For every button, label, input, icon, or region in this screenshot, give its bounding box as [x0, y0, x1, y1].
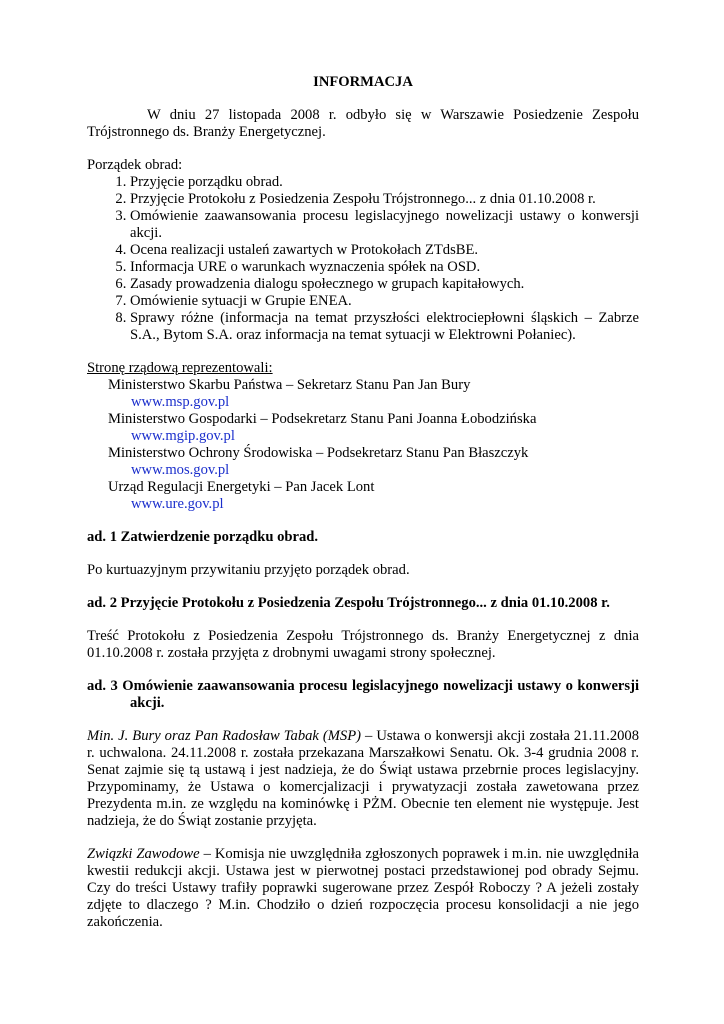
representative-link[interactable]: www.mos.gov.pl: [131, 462, 230, 478]
document-page: [87, 74, 639, 947]
ad2-paragraph: Treść Protokołu z Posiedzenia Zespołu Trójstronnego ds. Branży Energetycznej z dnia 01.10.2008 r. została przyjęta z drobnymi uwagami strony społecznej.: [87, 628, 639, 661]
representative-name: Ministerstwo Gospodarki – Podsekretarz Stanu Pani Joanna Łobodzińska: [108, 411, 537, 427]
agenda-item: 6. Zasady prowadzenia dialogu społecznego w grupach kapitałowych.: [130, 276, 639, 293]
representative-link[interactable]: www.ure.gov.pl: [131, 496, 224, 512]
representative-name: Ministerstwo Skarbu Państwa – Sekretarz Stanu Pan Jan Bury: [108, 377, 471, 393]
ad3-msp-speaker: Min. J. Bury oraz Pan Radosław Tabak (MSP): [87, 728, 361, 744]
representative-name: Urząd Regulacji Energetyki – Pan Jacek Lont: [108, 479, 375, 495]
agenda-list: [87, 174, 639, 344]
representatives-list: [87, 377, 639, 513]
agenda-item: 5. Informacja URE o warunkach wyznaczenia spółek na OSD.: [130, 259, 639, 276]
ad3-unions-paragraph: [87, 846, 639, 931]
agenda-item: 1. Przyjęcie porządku obrad.: [130, 174, 639, 191]
ad3-msp-paragraph: [87, 728, 639, 830]
representatives-label: Stronę rządową reprezentowali:: [87, 360, 273, 376]
agenda-label: Porządek obrad:: [87, 157, 183, 173]
ad3-unions-text: – Komisja nie uwzględniła zgłoszonych poprawek i m.in. nie uwzględniła kwestii redukcji akcji. Ustawa jest w pierwotnej postaci przedstawionej pod obrady Sejmu. Czy do treści Ustawy trafiły poprawki sugerowane przez Zespół Roboczy ? A jeżeli zostały zdjęte to dlaczego ? M.in. Chodziło o dzień rozpoczęcia procesu konsolidacji a nie jego zakończenia.: [87, 846, 639, 930]
agenda-item: 3. Omówienie zaawansowania procesu legislacyjnego nowelizacji ustawy o konwersji akcji.: [130, 208, 639, 242]
ad3-unions-speaker: Związki Zawodowe: [87, 846, 200, 862]
agenda-item: 7. Omówienie sytuacji w Grupie ENEA.: [130, 293, 639, 310]
intro-paragraph: W dniu 27 listopada 2008 r. odbyło się w Warszawie Posiedzenie Zespołu Trójstronnego ds. Branży Energetycznej.: [87, 107, 639, 140]
ad3-heading: ad. 3 Omówienie zaawansowania procesu legislacyjnego nowelizacji ustawy o konwersji akcji.: [87, 678, 639, 711]
document-title: INFORMACJA: [313, 74, 413, 90]
ad1-paragraph: Po kurtuazyjnym przywitaniu przyjęto porządek obrad.: [87, 562, 410, 578]
agenda-item: 2. Przyjęcie Protokołu z Posiedzenia Zespołu Trójstronnego... z dnia 01.10.2008 r.: [130, 191, 639, 208]
agenda-item: 8. Sprawy różne (informacja na temat przyszłości elektrociepłowni śląskich – Zabrze S.A., Bytom S.A. oraz informacja na temat sytuacji w Elektrowni Połaniec).: [130, 310, 639, 344]
ad3-msp-text: – Ustawa o konwersji akcji została 21.11.2008 r. uchwalona. 24.11.2008 r. została przekazana Marszałkowi Senatu. Ok. 3-4 grudnia 2008 r. Senat zajmie się tą ustawą i jest nadzieja, że do Świąt ustawa przebrnie proces legislacyjny. Przypominamy, że Ustawa o komercjalizacji i prywatyzacji została zawetowana przez Prezydenta m.in. ze względu na kominówkę i PŻM. Obecnie ten element nie występuje. Jest nadzieja, że do Świąt zostanie przyjęta.: [87, 728, 640, 829]
ad1-heading: ad. 1 Zatwierdzenie porządku obrad.: [87, 529, 319, 545]
representative-link[interactable]: www.mgip.gov.pl: [131, 428, 235, 444]
ad2-heading: ad. 2 Przyjęcie Protokołu z Posiedzenia Zespołu Trójstronnego... z dnia 01.10.2008 r.: [87, 595, 610, 611]
agenda-item: 4. Ocena realizacji ustaleń zawartych w Protokołach ZTdsBE.: [130, 242, 639, 259]
representative-name: Ministerstwo Ochrony Środowiska – Podsekretarz Stanu Pan Błaszczyk: [108, 445, 529, 461]
representative-link[interactable]: www.msp.gov.pl: [131, 394, 230, 410]
